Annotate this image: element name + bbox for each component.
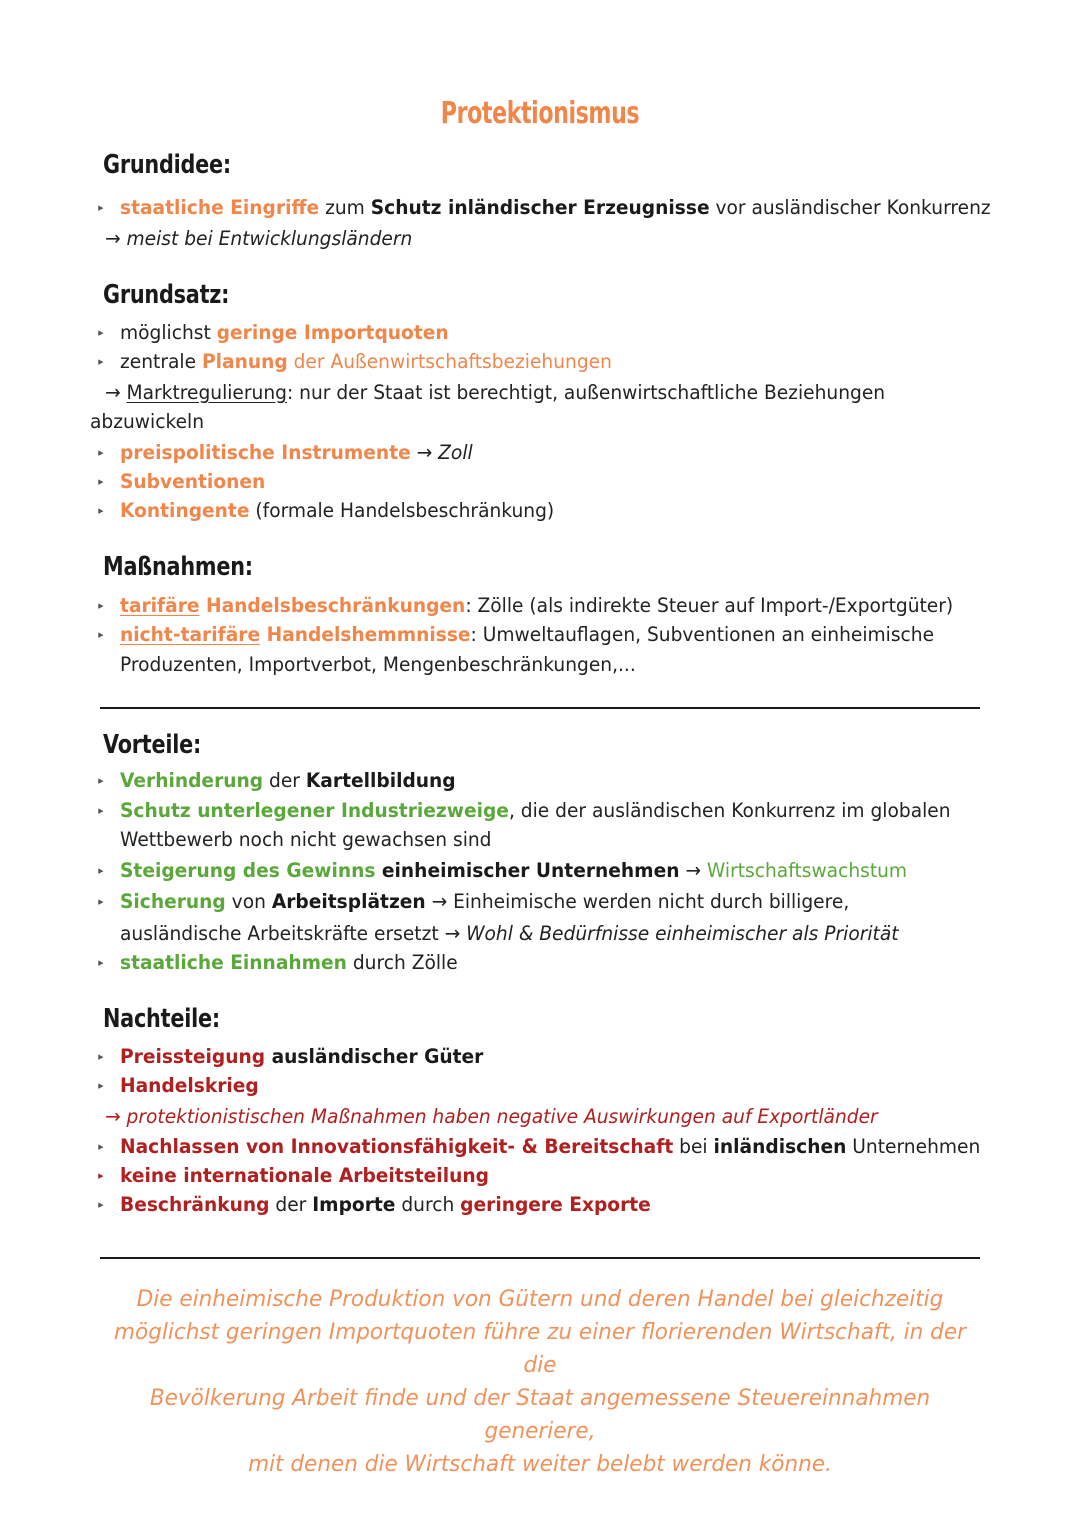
- heading-vorteile: Vorteile:: [103, 730, 202, 760]
- bullet-icon: ▸: [98, 504, 104, 517]
- grundidee-line-1: ▸ staatliche Eingriffe zum Schutz inländischer Erzeugnisse vor ausländischer Konkurrenz: [120, 193, 980, 223]
- heading-grundidee: Grundidee:: [103, 150, 231, 180]
- vorteile-line-4: ▸ Steigerung des Gewinns einheimischer Unternehmen → Wirtschaftswachstum: [120, 856, 980, 886]
- bullet-icon: ▸: [98, 895, 104, 908]
- bullet-icon: ▸: [98, 446, 104, 459]
- bullet-icon: ▸: [98, 1169, 104, 1182]
- nachteile-line-6: ▸ Beschränkung der Importe durch geringere Exporte: [120, 1190, 980, 1220]
- grundsatz-line-5: ▸ preispolitische Instrumente → Zoll: [120, 438, 980, 468]
- summary-line-3: Bevölkerung Arbeit finde und der Staat angemessene Steuereinnahmen generiere,: [149, 1386, 931, 1444]
- bullet-icon: ▸: [98, 1050, 104, 1063]
- nachteile-line-5: ▸ keine internationale Arbeitsteilung: [120, 1161, 980, 1191]
- divider: [100, 1257, 980, 1259]
- summary-quote: [109, 1283, 971, 1481]
- vorteile-line-3: Wettbewerb noch nicht gewachsen sind: [120, 828, 492, 851]
- bullet-icon: ▸: [98, 599, 104, 612]
- grundsatz-line-7: ▸ Kontingente (formale Handelsbeschränkung): [120, 496, 980, 526]
- page-title: Protektionismus: [440, 96, 640, 131]
- massnahmen-line-1: ▸ tarifäre Handelsbeschränkungen: Zölle (als indirekte Steuer auf Import-/Exportgüter): [120, 591, 980, 621]
- nachteile-line-1: ▸ Preissteigung ausländischer Güter: [120, 1042, 980, 1072]
- heading-nachteile: Nachteile:: [103, 1004, 220, 1034]
- heading-massnahmen: Maßnahmen:: [103, 552, 253, 582]
- vorteile-line-5: ▸ Sicherung von Arbeitsplätzen → Einheimische werden nicht durch billigere,: [120, 887, 980, 917]
- nachteile-line-4: ▸ Nachlassen von Innovationsfähigkeit- & Bereitschaft bei inländischen Unternehmen: [120, 1132, 980, 1162]
- bullet-icon: ▸: [98, 1079, 104, 1092]
- bullet-icon: ▸: [98, 774, 104, 787]
- grundsatz-line-3: → Marktregulierung: nur der Staat ist berechtigt, außenwirtschaftliche Beziehungen: [105, 381, 886, 404]
- grundsatz-line-2: ▸ zentrale Planung der Außenwirtschaftsbeziehungen: [120, 347, 980, 377]
- vorteile-line-7: ▸ staatliche Einnahmen durch Zölle: [120, 948, 980, 978]
- bullet-icon: ▸: [98, 1140, 104, 1153]
- vorteile-line-2: ▸ Schutz unterlegener Industriezweige, die der ausländischen Konkurrenz im globalen: [120, 796, 980, 826]
- divider: [100, 707, 980, 709]
- summary-line-2: möglichst geringen Importquoten führe zu einer florierenden Wirtschaft, in der die: [114, 1320, 966, 1378]
- massnahmen-line-2: ▸ nicht-tarifäre Handelshemmnisse: Umweltauflagen, Subventionen an einheimische: [120, 620, 980, 650]
- summary-line-1: Die einheimische Produktion von Gütern und deren Handel bei gleichzeitig: [136, 1287, 944, 1312]
- bullet-icon: ▸: [98, 956, 104, 969]
- bullet-icon: ▸: [98, 201, 104, 214]
- summary-line-4: mit denen die Wirtschaft weiter belebt werden könne.: [248, 1452, 832, 1477]
- vorteile-line-6: ausländische Arbeitskräfte ersetzt → Wohl & Bedürfnisse einheimischer als Priorität: [120, 922, 899, 945]
- nachteile-line-3: → protektionistischen Maßnahmen haben negative Auswirkungen auf Exportländer: [105, 1105, 878, 1128]
- grundidee-line-2: → meist bei Entwicklungsländern: [105, 227, 413, 250]
- grundsatz-line-1: ▸ möglichst geringe Importquoten: [120, 318, 980, 348]
- heading-grundsatz: Grundsatz:: [103, 280, 230, 310]
- nachteile-line-2: ▸ Handelskrieg: [120, 1071, 980, 1101]
- grundsatz-line-6: ▸ Subventionen: [120, 467, 980, 497]
- bullet-icon: ▸: [98, 628, 104, 641]
- bullet-icon: ▸: [98, 864, 104, 877]
- bullet-icon: ▸: [98, 804, 104, 817]
- massnahmen-line-3: Produzenten, Importverbot, Mengenbeschränkungen,...: [120, 653, 636, 676]
- bullet-icon: ▸: [98, 1198, 104, 1211]
- grundsatz-line-4: abzuwickeln: [90, 410, 205, 433]
- vorteile-line-1: ▸ Verhinderung der Kartellbildung: [120, 766, 980, 796]
- bullet-icon: ▸: [98, 355, 104, 368]
- bullet-icon: ▸: [98, 475, 104, 488]
- bullet-icon: ▸: [98, 326, 104, 339]
